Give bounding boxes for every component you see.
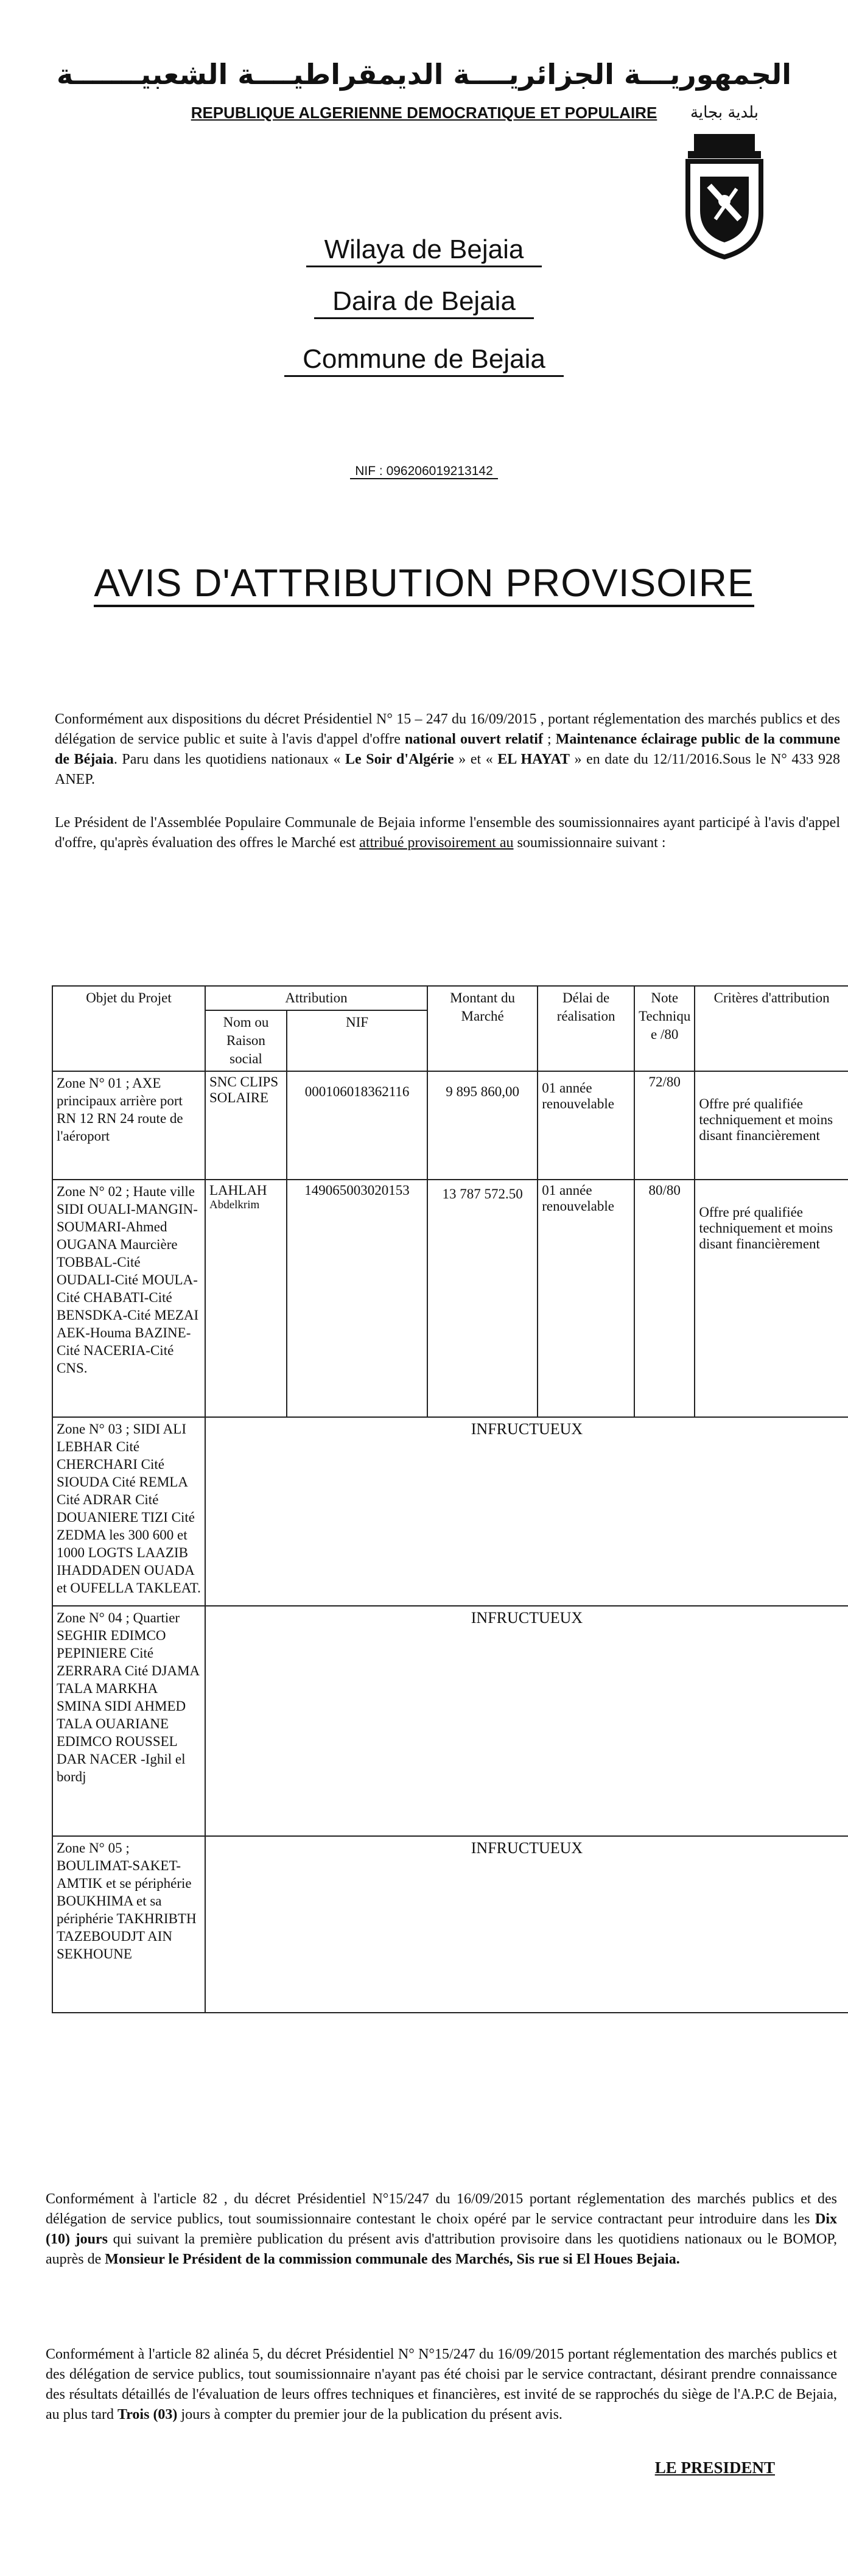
table-header-row bbox=[52, 986, 848, 1010]
notice-title: AVIS D'ATTRIBUTION PROVISOIRE bbox=[0, 560, 848, 605]
header-montant: Montant du Marché bbox=[427, 986, 538, 1071]
header-delai: Délai de réalisation bbox=[538, 986, 634, 1071]
nom-cell: SNC CLIPS SOLAIRE bbox=[205, 1071, 287, 1180]
intro-paragraph-2: Le Président de l'Assemblée Populaire Communale de Bejaia informe l'ensemble des soumissionnaires ayant participé à l'avis d'appel d'offre, qu'après évaluation des offres le Marché est attribué provisoirement au soumissionnaire suivant : bbox=[55, 815, 840, 851]
attribution-table bbox=[52, 985, 848, 2013]
table-row bbox=[52, 1836, 848, 2013]
nif-label: NIF : 096206019213142 bbox=[0, 464, 848, 479]
header-criteres: Critères d'attribution bbox=[695, 986, 848, 1071]
table-row bbox=[52, 1180, 848, 1417]
infructueux-cell: INFRUCTUEUX bbox=[205, 1606, 848, 1836]
criteres-cell: Offre pré qualifiée techniquement et moins disant financièrement bbox=[695, 1071, 848, 1180]
footer-paragraph-2: Conformément à l'article 82 alinéa 5, du décret Présidentiel N° N°15/247 du 16/09/2015 portant réglementation des marchés publics et des délégation de service publics, tout soumissionnaire n'ayant pas été choisi par le service contractant, désirant prendre connaissance des résultats détaillés de l'évaluation de leurs offres techniques et financières, est invité de se rapprochés du siège de l'A.P.C de Bejaia, au plus tard Trois (03) jours à compter du premier jour de la publication du présent avis. bbox=[46, 2346, 837, 2423]
footer-paragraph-1: Conformément à l'article 82 , du décret Présidentiel N°15/247 du 16/09/2015 portant réglementation des marchés publics et des délégation de service publics, tout soumissionnaire contestant le choix opéré par le service contractant peur introduire dans les Dix (10) jours qui suivant la première publication du présent avis d'attribution provisoire dans les quotidiens nationaux ou le BOMOP, auprès de Monsieur le Président de la commission communale des Marchés, Sis rue si El Houes Bejaia. bbox=[46, 2191, 837, 2267]
header-nom: Nom ou Raison social bbox=[205, 1010, 287, 1071]
table-row bbox=[52, 1606, 848, 1836]
zone-cell: Zone N° 05 ; BOULIMAT-SAKET-AMTIK et se périphérie BOUKHIMA et sa périphérie TAKHRIBTH TAZEBOUDJT AIN SEKHOUNE bbox=[52, 1836, 205, 2013]
table-row bbox=[52, 1071, 848, 1180]
header-note: Note Techniqu e /80 bbox=[634, 986, 695, 1071]
delai-cell: 01 année renouvelable bbox=[538, 1071, 634, 1180]
nom-line-1: LAHLAH bbox=[209, 1183, 267, 1198]
montant-cell: 9 895 860,00 bbox=[427, 1071, 538, 1180]
infructueux-cell: INFRUCTUEUX bbox=[205, 1836, 848, 2013]
zone-cell: Zone N° 03 ; SIDI ALI LEBHAR Cité CHERCHARI Cité SIOUDA Cité REMLA Cité ADRAR Cité DOUANIERE TIZI Cité ZEDMA les 300 600 et 1000 LOGTS LAAZIB IHADDADEN OUADA et OUFELLA TAKLEAT. bbox=[52, 1417, 205, 1606]
commune-label: Commune de Bejaia bbox=[0, 344, 848, 375]
infructueux-cell: INFRUCTUEUX bbox=[205, 1417, 848, 1606]
intro-paragraph-1: Conformément aux dispositions du décret Présidentiel N° 15 – 247 du 16/09/2015 , portant réglementation des marchés publics et des délégation de service public et suite à l'avis d'appel d'offre national ouvert relatif ; Maintenance éclairage public de la commune de Béjaia. Paru dans les quotidiens nationaux « Le Soir d'Algérie » et « EL HAYAT » en date du 12/11/2016.Sous le N° 433 928 ANEP. bbox=[55, 711, 840, 787]
montant-cell: 13 787 572.50 bbox=[427, 1180, 538, 1417]
nif-cell: 000106018362116 bbox=[287, 1071, 427, 1180]
french-republic-title: REPUBLIQUE ALGERIENNE DEMOCRATIQUE ET POPULAIRE bbox=[191, 104, 657, 122]
header-nif: NIF bbox=[287, 1010, 427, 1071]
table-row bbox=[52, 1417, 848, 1606]
note-cell: 72/80 bbox=[634, 1071, 695, 1180]
header-objet: Objet du Projet bbox=[52, 986, 205, 1071]
nom-cell bbox=[205, 1180, 287, 1417]
header-attribution: Attribution bbox=[205, 986, 427, 1010]
zone-cell: Zone N° 02 ; Haute ville SIDI OUALI-MANGIN-SOUMARI-Ahmed OUGANA Maurcière TOBBAL-Cité OUDALI-Cité MOULA-Cité CHABATI-Cité BENSDKA-Cité MEZAI AEK-Houma BAZINE-Cité NACERIA-Cité CNS. bbox=[52, 1180, 205, 1417]
note-cell: 80/80 bbox=[634, 1180, 695, 1417]
delai-cell: 01 année renouvelable bbox=[538, 1180, 634, 1417]
zone-cell: Zone N° 01 ; AXE principaux arrière port RN 12 RN 24 route de l'aéroport bbox=[52, 1071, 205, 1180]
zone-cell: Zone N° 04 ; Quartier SEGHIR EDIMCO PEPINIERE Cité ZERRARA Cité DJAMA TALA MARKHA SMINA SIDI AHMED TALA OUARIANE EDIMCO ROUSSEL DAR NACER -Ighil el bordj bbox=[52, 1606, 205, 1836]
daira-label: Daira de Bejaia bbox=[0, 286, 848, 317]
nom-line-2: Abdelkrim bbox=[209, 1198, 260, 1211]
arabic-republic-title: الجمهوريـــة الجزائريــــة الديمقراطيــــة الشعبيـــــــة bbox=[56, 58, 792, 91]
nif-cell: 149065003020153 bbox=[287, 1180, 427, 1417]
emblem-arabic-label: بلدية بجاية bbox=[690, 104, 759, 122]
signature-label: LE PRESIDENT bbox=[654, 2458, 775, 2477]
criteres-cell: Offre pré qualifiée techniquement et moins disant financièrement bbox=[695, 1180, 848, 1417]
wilaya-label: Wilaya de Bejaia bbox=[0, 234, 848, 265]
